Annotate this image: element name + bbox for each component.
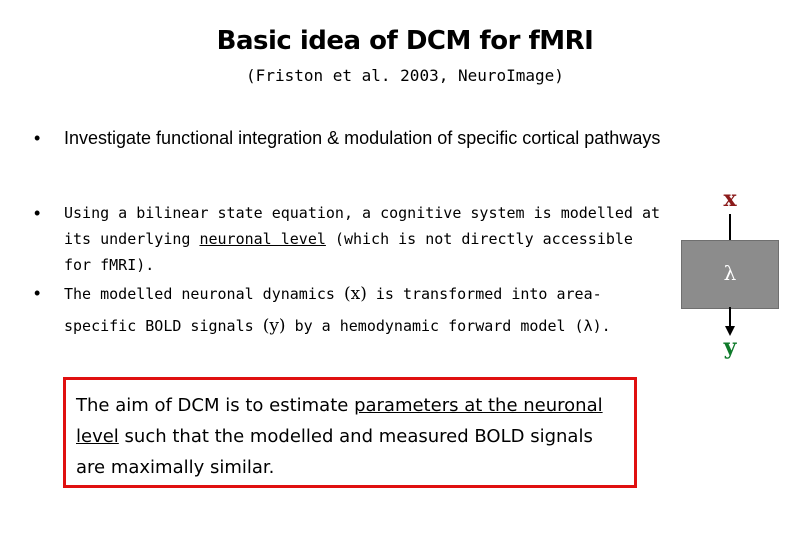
forward-model-box [681, 240, 779, 309]
bullet-2-text [64, 200, 664, 278]
bullet-marker-2: • [34, 203, 41, 223]
bullet-marker-3: • [34, 283, 41, 303]
bullet-2-pre: Using a bilinear state equation, a cognitive system is modelled at its underlying [64, 204, 661, 248]
aim-box [63, 377, 637, 488]
bullet-marker-1: • [34, 128, 41, 148]
aim-parameters-neuronal-level: parameters at the neuronal level [76, 395, 603, 447]
diagram-lambda-label: λ [723, 261, 737, 285]
bullet-3-pre: The modelled neuronal dynamics [64, 285, 344, 303]
aim-pre: The aim of DCM is to estimate [76, 395, 355, 416]
slide-title: Basic idea of DCM for fMRI [216, 26, 594, 56]
bullet-3-mid: is transformed into area-specific BOLD signals [64, 285, 602, 335]
arrow-x-to-box [722, 212, 738, 242]
aim-post: such that the modelled and measured BOLD signals are maximally similar. [76, 426, 593, 478]
diagram-x-label: x [723, 186, 737, 212]
diagram-y-label: y [723, 334, 737, 360]
bullet-2-post: (which is not directly accessible for fMRI). [64, 230, 633, 274]
bullet-3-post: by a hemodynamic forward model (λ). [285, 317, 611, 335]
bullet-2-neuronal-level: neuronal level [199, 230, 326, 248]
slide-subtitle: (Friston et al. 2003, NeuroImage) [246, 66, 564, 85]
bullet-3-y: (y) [262, 316, 286, 336]
arrow-box-to-y [722, 307, 738, 337]
bullet-1-text: Investigate functional integration & modulation of specific cortical pathways [64, 128, 661, 148]
aim-text [76, 390, 616, 483]
bullet-3-text [64, 278, 664, 342]
bullet-3-x: (x) [343, 284, 367, 304]
